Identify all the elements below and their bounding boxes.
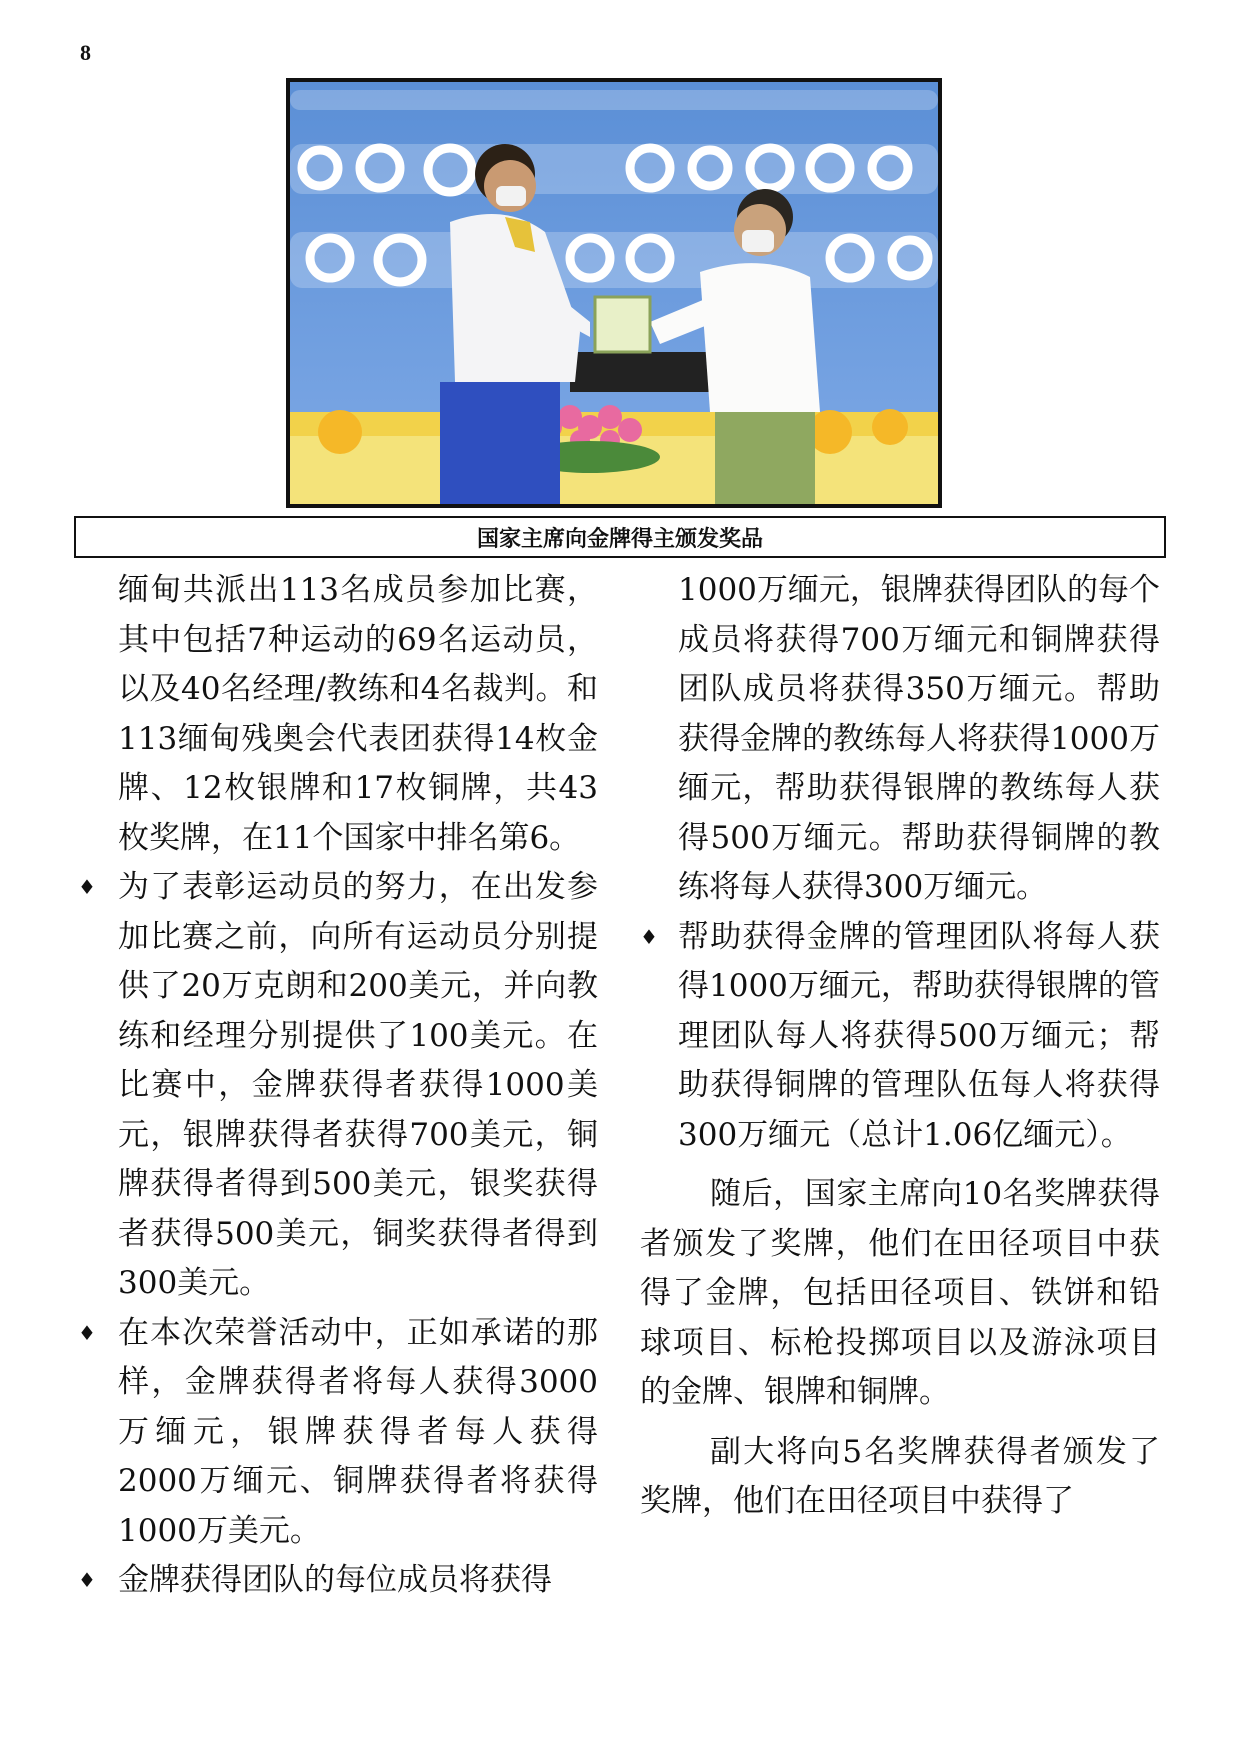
body-paragraph: 随后，国家主席向10名奖牌获得者颁发了奖牌，他们在田径项目中获得了金牌，包括田径项目、铁饼和铅球项目、标枪投掷项目以及游泳项目的金牌、银牌和铜牌。 <box>640 1176 1160 1410</box>
bullet-icon: ♦ <box>78 1568 96 1592</box>
bullet-text: 帮助获得金牌的管理团队将每人获得1000万缅元，帮助获得银牌的管理团队每人将获得500万缅元；帮助获得铜牌的管理队伍每人将获得300万缅元（总计1.06亿缅元）。 <box>678 918 1160 1153</box>
bullet-item <box>78 863 598 1309</box>
bullet-item <box>78 1556 598 1606</box>
bullet-icon: ♦ <box>78 1320 96 1345</box>
body-paragraph: 副大将向5名奖牌获得者颁发了奖牌，他们在田径项目中获得了 <box>640 1433 1160 1519</box>
bullet-icon: ♦ <box>78 875 96 899</box>
right-column <box>640 566 1160 1527</box>
bullet-item <box>78 1309 598 1557</box>
bullet-icon: ♦ <box>640 924 658 949</box>
award-ceremony-photo-icon <box>290 82 938 504</box>
page-number: 8 <box>80 40 91 65</box>
left-column <box>78 566 598 1606</box>
intro-paragraph: 缅甸共派出113名成员参加比赛，其中包括7种运动的69名运动员，以及40名经理/教练和4名裁判。和113缅甸残奥会代表团获得14枚金牌、12枚银牌和17枚铜牌，共43枚奖牌，在11个国家中排名第6。 <box>118 572 598 856</box>
bullet-text: 为了表彰运动员的努力，在出发参加比赛之前，向所有运动员分别提供了20万克朗和200美元，并向教练和经理分别提供了100美元。在比赛中，金牌获得者获得1000美元，银牌获得者获得700美元，铜牌获得者得到500美元，银奖获得者获得500美元，铜奖获得者得到300美元。 <box>118 869 598 1301</box>
bullet-continuation: 1000万缅元，银牌获得团队的每个成员将获得700万缅元和铜牌获得团队成员将获得350万缅元。帮助获得金牌的教练每人将获得1000万缅元，帮助获得银牌的教练每人获得500万缅元。帮助获得铜牌的教练将每人获得300万缅元。 <box>678 572 1160 905</box>
bullet-text: 金牌获得团队的每位成员将获得 <box>118 1562 552 1598</box>
photo-caption: 国家主席向金牌得主颁发奖品 <box>74 516 1166 558</box>
bullet-item <box>640 913 1160 1161</box>
ceremony-photo <box>286 78 942 508</box>
bullet-text: 在本次荣誉活动中，正如承诺的那样，金牌获得者将每人获得3000万缅元，银牌获得者每人获得2000万缅元、铜牌获得者将获得1000万美元。 <box>118 1314 598 1549</box>
